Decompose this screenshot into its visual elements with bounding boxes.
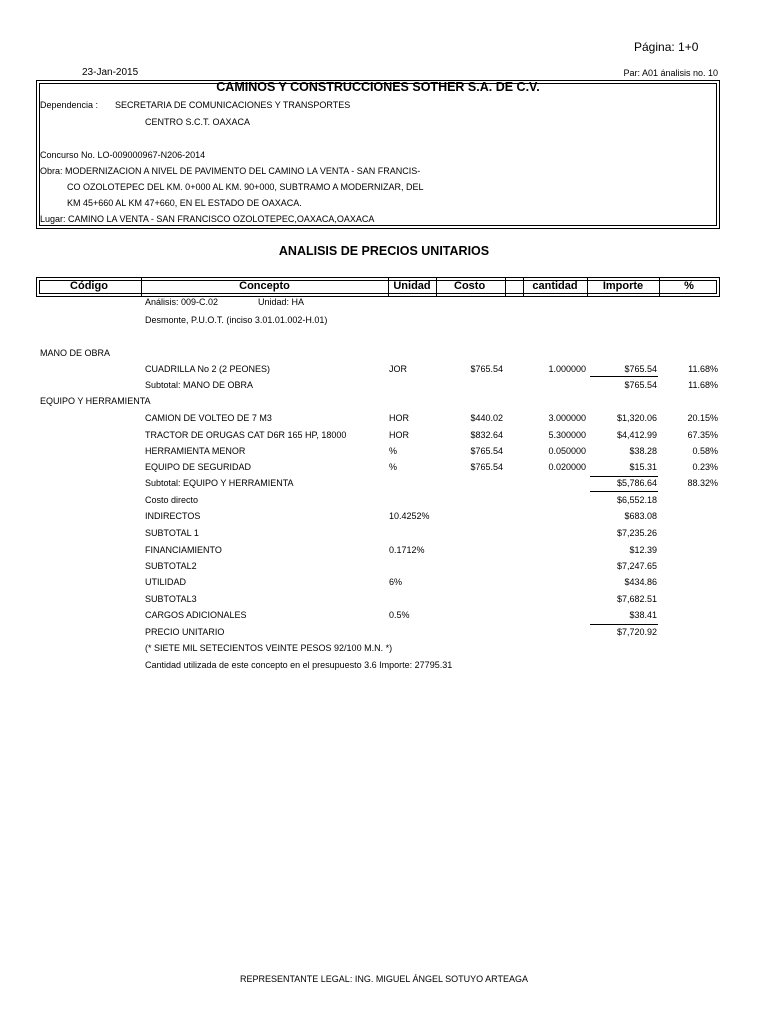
equipo-pct: 20.15% [687,413,718,423]
mano-obra-concepto: CUADRILLA No 2 (2 PEONES) [145,364,271,374]
mano-obra-cantidad: 1.000000 [548,364,586,374]
equipo-heading: EQUIPO Y HERRAMIENTA [40,396,151,406]
equipo-importe: $1,320.06 [616,413,657,423]
header-cantidad: cantidad [532,280,578,292]
equipo-importe: $38.28 [629,446,657,456]
mano-obra-subtotal-line [590,376,658,377]
cantidad-utilizada: Cantidad utilizada de este concepto en el presupuesto 3.6 Importe: 27795.31 [145,660,453,670]
equipo-pct: 0.58% [692,446,718,456]
obra-line-1: Obra: MODERNIZACION A NIVEL DE PAVIMENTO DEL CAMINO LA VENTA - SAN FRANCIS- [40,166,421,176]
equipo-concepto: TRACTOR DE ORUGAS CAT D6R 165 HP, 18000 [145,430,347,440]
page-number: Página: 1+0 [634,40,699,54]
report-date: 23-Jan-2015 [82,67,139,78]
equipo-subtotal-line [590,476,658,477]
obra-line-3: KM 45+660 AL KM 47+660, EN EL ESTADO DE OAXACA. [67,198,302,208]
total-importe: $7,682.51 [616,594,657,604]
analisis-descripcion: Desmonte, P.U.O.T. (inciso 3.01.01.002-H.01) [145,315,328,325]
precio-en-letra: (* SIETE MIL SETECIENTOS VEINTE PESOS 92/100 M.N. *) [145,643,393,653]
total-rate: 0.5% [389,610,410,620]
header-costo: Costo [454,280,486,292]
equipo-cantidad: 3.000000 [548,413,586,423]
header-pct: % [684,280,694,292]
total-label: PRECIO UNITARIO [145,627,225,637]
precio-unitario-line [590,624,658,625]
equipo-unidad: % [389,462,398,472]
total-importe: $7,235.26 [616,528,657,538]
equipo-unidad: % [389,446,398,456]
equipo-cantidad: 0.050000 [548,446,586,456]
lugar: Lugar: CAMINO LA VENTA - SAN FRANCISCO OZOLOTEPEC,OAXACA,OAXACA [40,214,375,224]
equipo-concepto: HERRAMIENTA MENOR [145,446,246,456]
equipo-subtotal-label: Subtotal: EQUIPO Y HERRAMIENTA [145,478,294,488]
concurso-number: Concurso No. LO-009000967-N206-2014 [40,150,206,160]
header-concepto: Concepto [239,280,290,292]
mano-obra-unidad: JOR [389,364,407,374]
total-label: SUBTOTAL 1 [145,528,199,538]
equipo-cantidad: 5.300000 [548,430,586,440]
obra-line-2: CO OZOLOTEPEC DEL KM. 0+000 AL KM. 90+000, SUBTRAMO A MODERNIZAR, DEL [67,182,424,192]
equipo-costo: $765.54 [470,462,503,472]
equipo-costo: $440.02 [470,413,503,423]
total-label: SUBTOTAL2 [145,561,197,571]
total-importe: $12.39 [629,545,657,555]
equipo-costo: $765.54 [470,446,503,456]
equipo-cantidad: 0.020000 [548,462,586,472]
header-unidad: Unidad [393,280,431,292]
total-importe: $683.08 [624,511,657,521]
header-codigo: Código [70,280,108,292]
section-title: ANALISIS DE PRECIOS UNITARIOS [278,244,490,258]
equipo-concepto: EQUIPO DE SEGURIDAD [145,462,252,472]
company-name: CAMINOS Y CONSTRUCCIONES SOTHER S.A. DE C.V. [216,80,540,94]
total-label: CARGOS ADICIONALES [145,610,247,620]
total-rate: 0.1712% [389,545,425,555]
mano-obra-importe: $765.54 [624,364,657,374]
mano-obra-subtotal-pct: 11.68% [688,380,718,390]
column-header-row [36,277,720,297]
header-importe: Importe [602,280,644,292]
equipo-unidad: HOR [389,413,409,423]
analisis-code: Análisis: 009-C.02 [145,297,219,307]
dependencia-label: Dependencia : [40,100,99,110]
total-importe: $7,247.65 [616,561,657,571]
mano-obra-subtotal-importe: $765.54 [624,380,657,390]
mano-obra-costo: $765.54 [470,364,503,374]
total-label: SUBTOTAL3 [145,594,197,604]
equipo-importe: $4,412.99 [616,430,657,440]
equipo-subtotal-underline [590,491,658,492]
mano-obra-heading: MANO DE OBRA [40,348,111,358]
equipo-concepto: CAMION DE VOLTEO DE 7 M3 [145,413,272,423]
analisis-unidad: Unidad: HA [258,297,305,307]
total-rate: 6% [389,577,403,587]
total-label: UTILIDAD [145,577,187,587]
mano-obra-subtotal-label: Subtotal: MANO DE OBRA [145,380,254,390]
total-label: FINANCIAMIENTO [145,545,222,555]
equipo-unidad: HOR [389,430,409,440]
equipo-subtotal-pct: 88.32% [687,478,718,488]
equipo-pct: 67.35% [687,430,718,440]
total-importe: $38.41 [629,610,657,620]
total-label: INDIRECTOS [145,511,201,521]
total-importe: $7,720.92 [616,627,657,637]
dependencia-name: SECRETARIA DE COMUNICACIONES Y TRANSPORTES [115,100,351,110]
partida-label: Par: A01 ánalisis no. 10 [623,68,718,78]
equipo-costo: $832.64 [470,430,503,440]
dependencia-centro: CENTRO S.C.T. OAXACA [145,117,251,127]
total-importe: $6,552.18 [616,495,657,505]
total-label: Costo directo [145,495,199,505]
mano-obra-pct: 11.68% [688,364,718,374]
equipo-pct: 0.23% [692,462,718,472]
total-importe: $434.86 [624,577,657,587]
total-rate: 10.4252% [389,511,430,521]
equipo-subtotal-importe: $5,786.64 [616,478,657,488]
representante-legal: REPRESENTANTE LEGAL: ING. MIGUEL ÁNGEL SOTUYO ARTEAGA [239,974,529,984]
equipo-importe: $15.31 [629,462,657,472]
